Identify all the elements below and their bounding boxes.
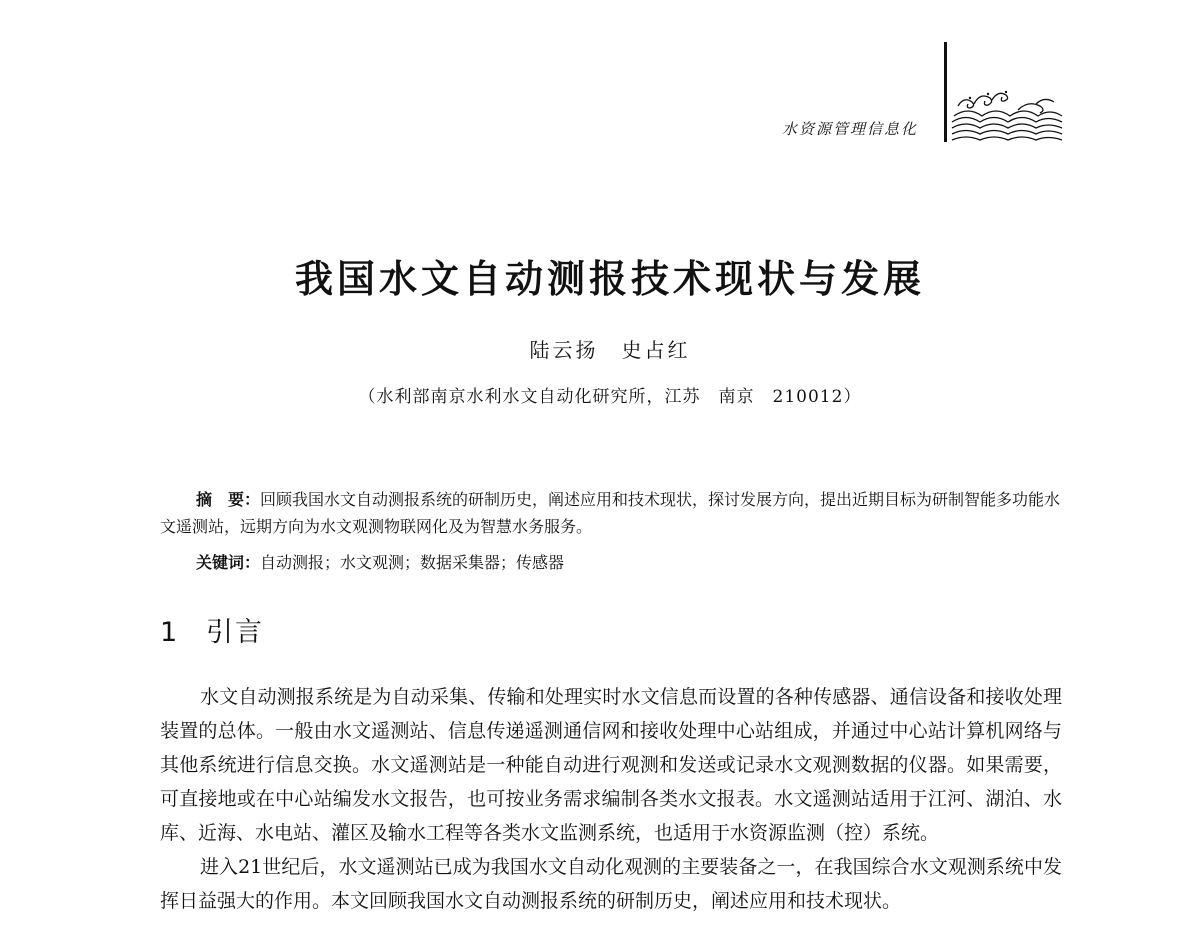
paper-title: 我国水文自动测报技术现状与发展 [294,256,925,301]
keywords [196,551,1076,575]
section-number: 1 [160,617,180,648]
wave-logo-icon [948,86,1066,144]
keywords-text: 自动测报；水文观测；数据采集器；传感器 [260,553,565,572]
keywords-label: 关键词： [196,553,261,572]
section-heading [160,610,264,649]
body-paragraph: 水文自动测报系统是为自动采集、传输和处理实时水文信息而设置的各种传感器、通信设备和接收处理装置的总体。一般由水文遥测站、信息传递遥测通信网和接收处理中心站组成，并通过中心站计算机网络与其他系统进行信息交换。水文遥测站是一种能自动进行观测和发送或记录水文观测数据的仪器。如果需要，可直接地或在中心站编发水文报告，也可按业务需求编制各类水文报表。水文遥测站适用于江河、湖泊、水库、近海、水电站、灌区及输水工程等各类水文监测系统，也适用于水资源监测（控）系统。 [160,686,1062,844]
author-affiliation: （水利部南京水利水文自动化研究所，江苏 南京 210012） [358,387,862,407]
abstract-label: 摘 要： [196,490,261,509]
running-head: 水资源管理信息化 [782,120,919,138]
section-title: 引言 [206,617,264,648]
body-text [160,680,1062,918]
abstract-text: 回顾我国水文自动测报系统的研制历史，阐述应用和技术现状，探讨发展方向，提出近期目标为研制智能多功能水文遥测站，远期方向为水文观测物联网化及为智慧水务服务。 [160,490,1061,536]
abstract [160,486,1065,540]
header-vertical-rule [944,42,947,142]
body-paragraph: 进入21世纪后，水文遥测站已成为我国水文自动化观测的主要装备之一，在我国综合水文观测系统中发挥日益强大的作用。本文回顾我国水文自动测报系统的研制历史，阐述应用和技术现状。 [160,856,1062,912]
author-list: 陆云扬 史占红 [529,338,691,362]
